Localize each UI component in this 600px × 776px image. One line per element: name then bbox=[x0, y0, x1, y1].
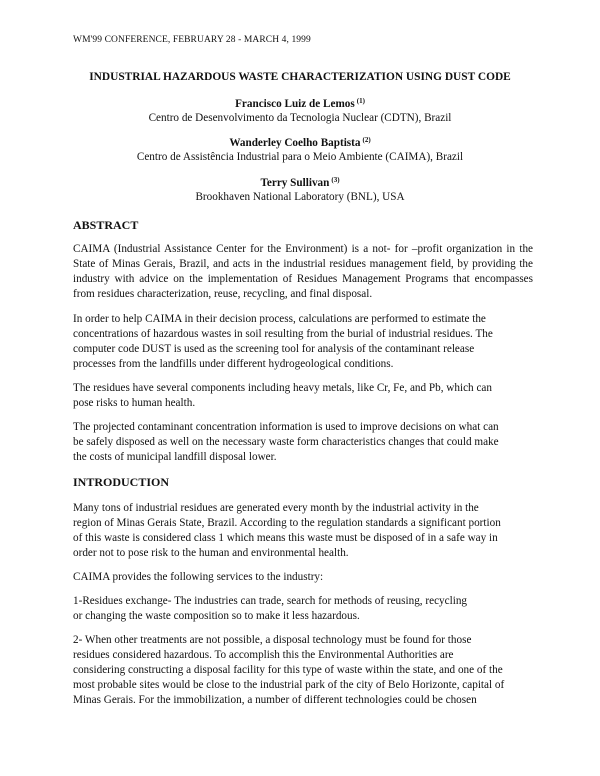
introduction-paragraph-3: 1-Residues exchange- The industries can trade, search for methods of reusing, recycling or changing the waste composition so to make it less hazardous. bbox=[73, 595, 468, 622]
abstract-heading: ABSTRACT bbox=[73, 218, 139, 232]
author-3-name: Terry Sullivan $^{(3)}$ bbox=[260, 176, 340, 189]
introduction-paragraph-1: Many tons of industrial residues are generated every month by the industrial activity in the region of Minas Gerais State, Brazil. According to the regulation standards a significant portion of this waste is considered class 1 which means this waste must be disposed of in a safe way in order not to pose risk to the human and environmental health. bbox=[73, 502, 501, 559]
abstract-paragraph-4: The projected contaminant concentration information is used to improve decisions on what can be safely disposed as well on the necessary waste form characteristics changes that could make the costs of municipal landfill disposal lower. bbox=[73, 421, 499, 463]
running-header: WM'99 CONFERENCE, FEBRUARY 28 - MARCH 4, 1999 bbox=[73, 35, 311, 45]
author-1-name: Francisco Luiz de Lemos $^{(1)}$ bbox=[235, 97, 365, 110]
author-3-affiliation: Brookhaven National Laboratory (BNL), USA bbox=[195, 191, 405, 203]
introduction-paragraph-4: 2- When other treatments are not possible, a disposal technology must be found for those residues considered hazardous. To accomplish this the Environmental Authorities are considering constructing a disposal facility for this type of waste within the state, and one of the most probable sites would be close to the industrial park of the city of Belo Horizonte, capital of Minas Gerais. For the immobilization, a number of different technologies could be chosen bbox=[73, 634, 505, 706]
author-2-affiliation: Centro de Assistência Industrial para o Meio Ambiente (CAIMA), Brazil bbox=[136, 151, 464, 163]
abstract-paragraph-1: CAIMA (Industrial Assistance Center for the Environment) is a not- for –profit organization in the State of Minas Gerais, Brazil, and acts in the industrial residues management field, by providing the industry with advice on the implementation of Residues Management Programs that encompasses from residues characterization, reuse, recycling, and final disposal. bbox=[73, 243, 533, 300]
abstract-paragraph-2: In order to help CAIMA in their decision process, calculations are performed to estimate the concentrations of hazardous wastes in soil resulting from the burial of industrial residues. The computer code DUST is used as the screening tool for analysis of the contaminant release processes from the landfills under different hydrogeological conditions. bbox=[73, 313, 493, 370]
paper-title: INDUSTRIAL HAZARDOUS WASTE CHARACTERIZATION USING DUST CODE bbox=[89, 71, 511, 83]
author-2-mark: (2) bbox=[362, 136, 371, 144]
introduction-heading: INTRODUCTION bbox=[73, 475, 170, 489]
author-3-mark: (3) bbox=[331, 176, 340, 184]
author-1-mark: (1) bbox=[356, 97, 365, 105]
abstract-paragraph-3: The residues have several components including heavy metals, like Cr, Fe, and Pb, which can pose risks to human health. bbox=[73, 382, 492, 409]
introduction-paragraph-2: CAIMA provides the following services to the industry: bbox=[73, 571, 324, 583]
author-1-affiliation: Centro de Desenvolvimento da Tecnologia Nuclear (CDTN), Brazil bbox=[148, 112, 452, 124]
author-2-name: Wanderley Coelho Baptista $^{(2)}$ bbox=[229, 136, 371, 149]
